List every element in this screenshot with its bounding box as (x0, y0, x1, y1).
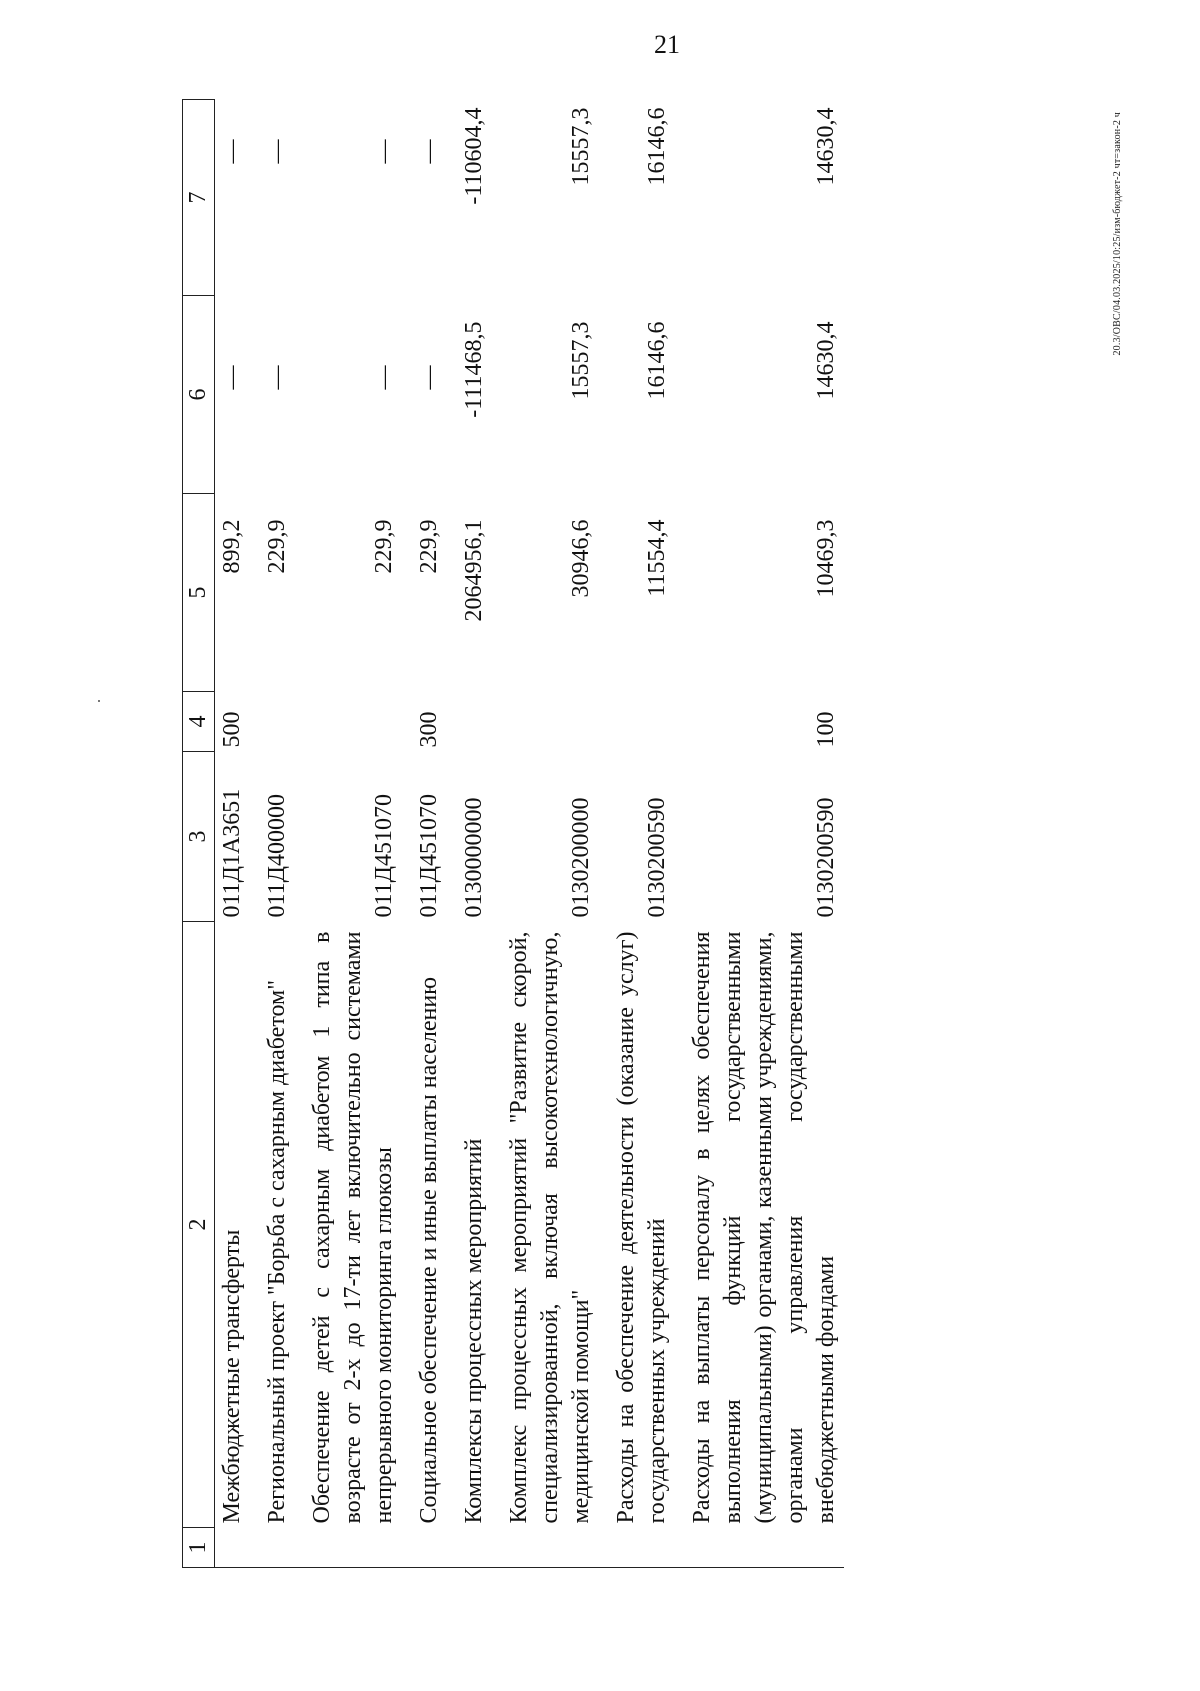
expense-name: Социальное обеспечение и иные выплаты населению (416, 976, 442, 1524)
document-code: 20.3/ОВС/04.03.2025/10:25/изм-бюджет-2 чт=закон-2 ч (1112, 112, 1123, 356)
row-spacer (402, 100, 414, 1568)
expense-name: Расходы на обеспечение деятельности (оказание услуг) государственных учреждений (613, 931, 670, 1524)
row-spacer (295, 100, 307, 1568)
scan-speck (98, 700, 100, 702)
budget-table (182, 99, 844, 1568)
amount-col-5: 2064956,1 (461, 519, 487, 622)
amount-col-6: 16146,6 (644, 321, 670, 400)
row-spacer (447, 100, 459, 1568)
table-row (414, 100, 447, 1568)
amount-col-7: 15557,3 (568, 107, 594, 186)
expense-type-code (459, 692, 492, 752)
amount-col-6: -111468,5 (461, 321, 487, 418)
row-index-cell (414, 1528, 447, 1568)
expense-name: Межбюджетные трансферты (219, 1229, 245, 1524)
expense-type-code (504, 692, 599, 752)
row-index-cell (215, 1528, 251, 1568)
target-article-code: 011Д1А3651 (219, 788, 245, 918)
row-index-cell (262, 1528, 295, 1568)
column-header: 6 (183, 296, 215, 494)
row-spacer (675, 100, 687, 1568)
table-row (687, 100, 844, 1568)
table-row (611, 100, 675, 1568)
row-spacer (599, 100, 611, 1568)
row-index-cell (611, 1528, 675, 1568)
expense-name: Обеспечение детей с сахарным диабетом 1 типа в возрасте от 2-х до 17-ти лет включительно системами непрерывного мониторинга глюкозы (309, 931, 397, 1524)
row-index-cell (307, 1528, 402, 1568)
expense-type-code (307, 692, 402, 752)
row-index-cell (459, 1528, 492, 1568)
row-spacer (250, 100, 262, 1568)
amount-col-5: 229,9 (371, 519, 397, 574)
column-header: 2 (183, 922, 215, 1528)
amount-col-5: 30946,6 (568, 519, 594, 598)
expense-name: Комплекс процессных мероприятий "Развитие скорой, специализированной, включая высокотехнологичную, медицинской помощи" (506, 931, 594, 1524)
column-header: 3 (183, 752, 215, 922)
amount-col-6: 15557,3 (568, 321, 594, 400)
target-article-code: 011Д400000 (264, 794, 290, 918)
amount-col-7: — (264, 139, 290, 164)
row-index-cell (504, 1528, 599, 1568)
target-article-code: 011Д451070 (371, 794, 397, 918)
expense-type-code: 300 (416, 711, 442, 748)
amount-col-7: — (371, 139, 397, 164)
column-number-row (183, 100, 215, 1568)
table-row (307, 100, 402, 1568)
column-header: 7 (183, 100, 215, 296)
column-header: 4 (183, 692, 215, 752)
amount-col-5: 899,2 (219, 519, 245, 574)
expense-type-code: 500 (219, 711, 245, 748)
target-article-code: 0130200000 (568, 797, 594, 918)
amount-col-6: 14630,4 (813, 321, 839, 400)
amount-col-7: — (416, 139, 442, 164)
expense-name: Региональный проект "Борьба с сахарным диабетом" (264, 979, 290, 1524)
amount-col-6: — (264, 365, 290, 390)
amount-col-7: 16146,6 (644, 107, 670, 186)
amount-col-6: — (219, 365, 245, 390)
target-article-code: 0130200590 (813, 797, 839, 918)
row-index-cell (687, 1528, 844, 1568)
row-spacer (492, 100, 504, 1568)
amount-col-6: — (416, 365, 442, 390)
amount-col-7: — (219, 139, 245, 164)
column-header: 5 (183, 494, 215, 692)
page-number: 21 (654, 30, 680, 59)
amount-col-5: 11554,4 (644, 519, 670, 597)
expense-type-code (262, 692, 295, 752)
amount-col-7: -110604,4 (461, 107, 487, 205)
amount-col-5: 229,9 (416, 519, 442, 574)
amount-col-6: — (371, 365, 397, 390)
table-row (504, 100, 599, 1568)
amount-col-5: 229,9 (264, 519, 290, 574)
expense-name: Расходы на выплаты персоналу в целях обеспечения выполнения функций государственными (муниципальными) органами, казенными учреждениями, органами управления государственными внебюджетными фондами (689, 931, 839, 1524)
table-row (215, 100, 251, 1568)
table-row (459, 100, 492, 1568)
expense-type-code (611, 692, 675, 752)
column-header: 1 (183, 1528, 215, 1568)
rotated-table-container (182, 100, 1052, 1568)
target-article-code: 0130200590 (644, 797, 670, 918)
expense-name: Комплексы процессных мероприятий (461, 1138, 487, 1524)
amount-col-5: 10469,3 (813, 519, 839, 598)
target-article-code: 0130000000 (461, 797, 487, 918)
table-row (262, 100, 295, 1568)
expense-type-code: 100 (813, 711, 839, 748)
target-article-code: 011Д451070 (416, 794, 442, 918)
amount-col-7: 14630,4 (813, 107, 839, 186)
